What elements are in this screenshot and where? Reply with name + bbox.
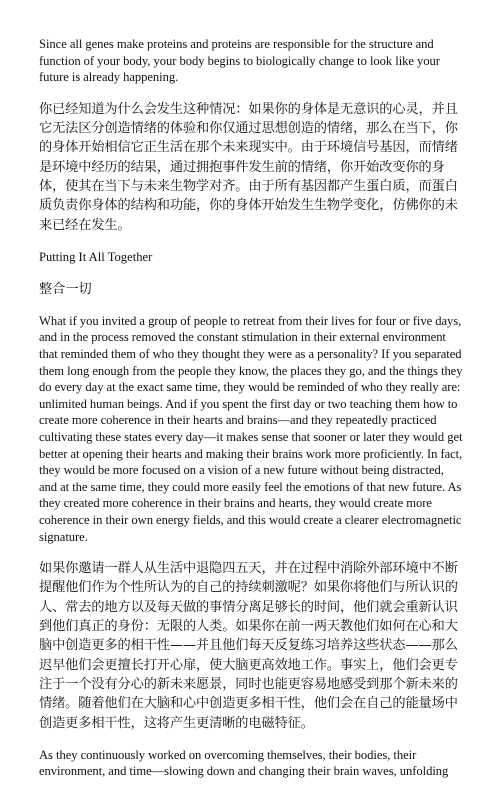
document-page (39, 36, 463, 794)
paragraph-en-overcoming: As they continuously worked on overcoming themselves, their bodies, their environment, and time—slowing down and changing their brain waves, unfolding (39, 747, 449, 779)
paragraph-zh-retreat: 如果你邀请一群人从生活中退隐四五天，并在过程中消除外部环境中不断提醒他们作为个性所认为的自己的持续刺激呢？如果你将他们与所认识的人、常去的地方以及每天做的事情分离足够长的时间，他们就会重新认识到他们真正的身份：无限的人类。如果你在前一两天教他们如何在心和大脑中创造更多的相干性——并且他们每天反复练习培养这些状态——那么迟早他们会更擅长打开心扉，使大脑更高效地工作。事实上，他们会更专注于一个没有分心的新未来愿景，同时也能更容易地感受到那个新未来的情绪。随着他们在大脑和心中创造更多相干性，他们会在自己的能量场中创造更多相干性，这将产生更清晰的电磁特征。 (39, 561, 458, 731)
paragraph-en-genes-proteins: Since all genes make proteins and proteins are responsible for the structure and function of your body, your body begins to biologically change to look like your future is already happening. (39, 37, 440, 85)
section-heading-en: Putting It All Together (39, 249, 153, 264)
paragraph-en-retreat: What if you invited a group of people to retreat from their lives for four or five days, and in the process removed the constant stimulation in their external environment that reminded them of who they thought they were as a personality? If you separated them long enough from the people they know, the places they go, and the things they do every day at the exact same time, they would be reminded of who they really are: unlimited human beings. And if you spent the first day or two teaching them how to create more coherence in their hearts and brains—and they repeatedly practiced cultivating these states every day—it makes sense that sooner or later they would get better at opening their hearts and making their brains work more proficiently. In fact, they would be more focused on a vision of a new future without being distracted, and at the same time, they could more easily feel the emotions of that new future. As they created more coherence in their brains and hearts, they would create more coherence in their own energy fields, and this would create a clearer electromagnetic signature. (39, 313, 463, 544)
section-heading-zh: 整合一切 (39, 281, 92, 297)
paragraph-zh-body-future: 你已经知道为什么会发生这种情况：如果你的身体是无意识的心灵，并且它无法区分创造情绪的体验和你仅通过思想创造的情绪，那么在当下，你的身体开始相信它正生活在那个未来现实中。由于环境信号基因，而情绪是环境中经历的结果，通过拥抱事件发生前的情绪，你开始改变你的身体，使其在当下与未来生物学对齐。由于所有基因都产生蛋白质，而蛋白质负责你身体的结构和功能，你的身体开始发生生物学变化，仿佛你的未来已经在发生。 (39, 101, 458, 233)
